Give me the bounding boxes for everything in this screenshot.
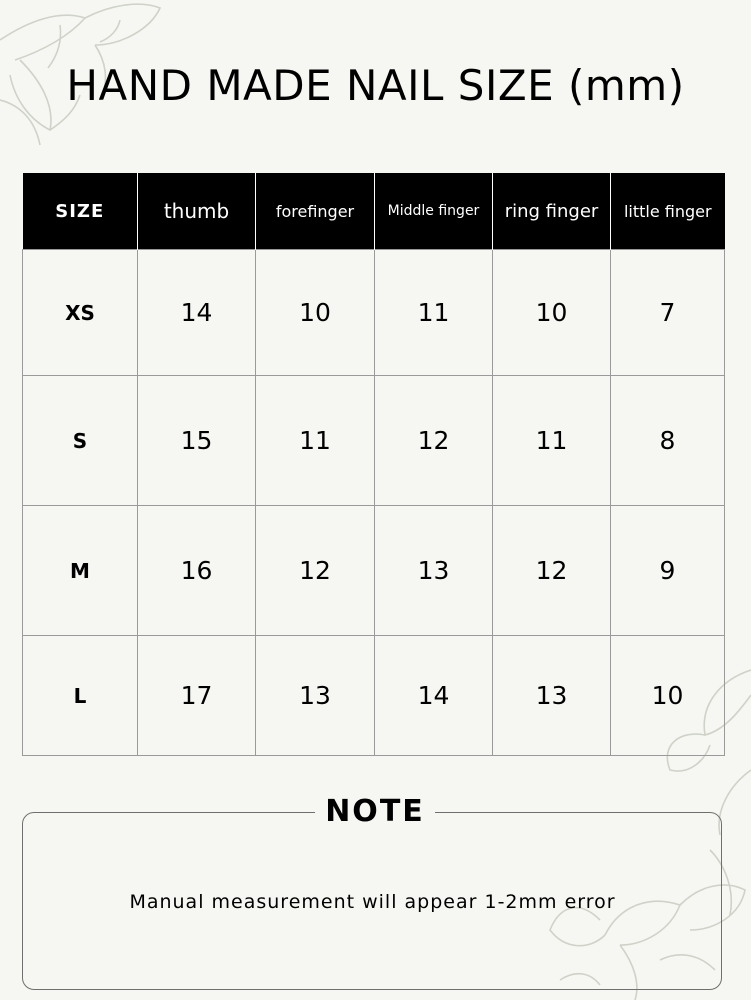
table-row [23,376,725,506]
table-cell: 12 [256,506,375,636]
note-text: Manual measurement will appear 1-2mm error [129,891,616,913]
header-forefinger: forefinger [256,173,375,250]
header-ring-finger: ring finger [493,173,611,250]
table-cell: 12 [375,376,493,506]
size-label-m: M [23,506,138,636]
table-cell: 9 [611,506,725,636]
table-cell: 16 [138,506,256,636]
table-cell: 11 [375,250,493,376]
header-size: SIZE [23,173,138,250]
table-cell: 7 [611,250,725,376]
table-cell: 11 [256,376,375,506]
table-cell: 17 [138,636,256,756]
table-row [23,250,725,376]
table-row [23,636,725,756]
note-title: NOTE [315,792,435,832]
table-cell: 11 [493,376,611,506]
size-label-l: L [23,636,138,756]
table-cell: 10 [611,636,725,756]
header-thumb: thumb [138,173,256,250]
nail-size-table [22,173,725,756]
table-cell: 14 [375,636,493,756]
page-title: HAND MADE NAIL SIZE (mm) [66,61,685,110]
size-label-xs: XS [23,250,138,376]
table-row [23,506,725,636]
table-cell: 15 [138,376,256,506]
table-header-row [23,173,725,250]
header-middle-finger: Middle finger [375,173,493,250]
table-cell: 10 [493,250,611,376]
header-little-finger: little finger [611,173,725,250]
table-cell: 12 [493,506,611,636]
table-cell: 10 [256,250,375,376]
table-cell: 8 [611,376,725,506]
table-cell: 13 [256,636,375,756]
table-cell: 13 [493,636,611,756]
table-cell: 14 [138,250,256,376]
size-label-s: S [23,376,138,506]
table-cell: 13 [375,506,493,636]
